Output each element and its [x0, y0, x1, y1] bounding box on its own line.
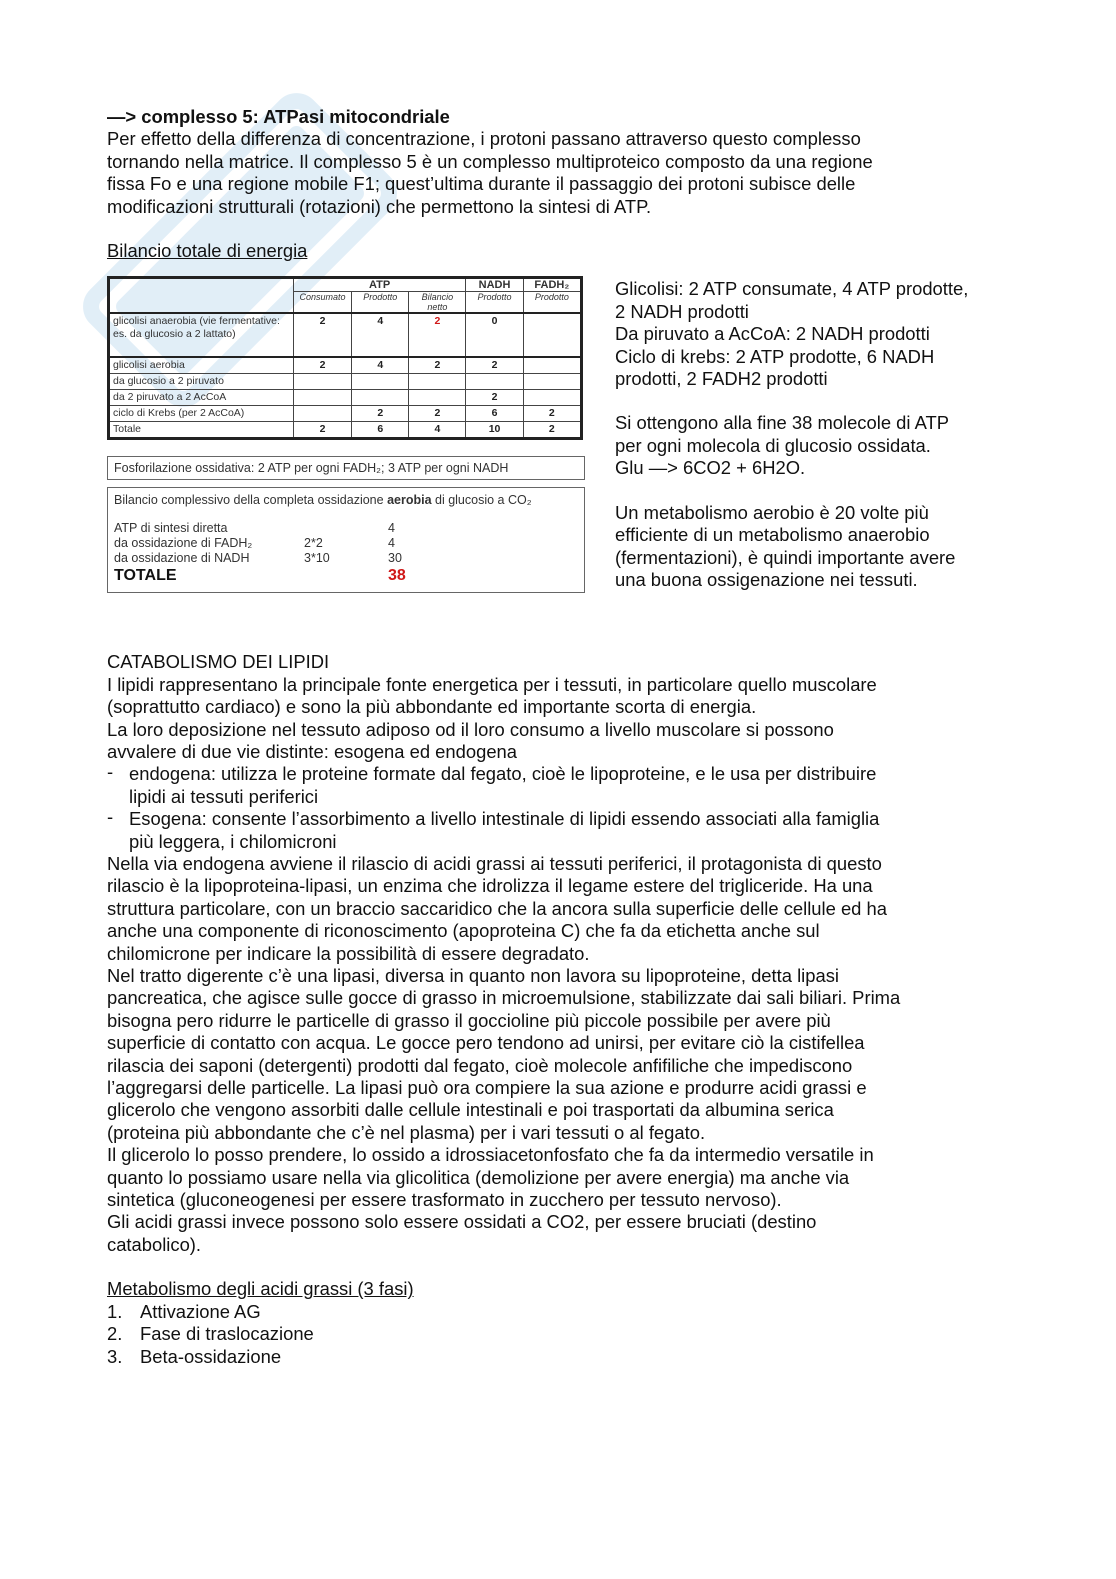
cell: 2: [293, 357, 351, 374]
list-item: [107, 1346, 1017, 1368]
text-line: Il glicerolo lo posso prendere, lo ossido a idrossiacetonfosfato che fa da intermedio versatile in: [107, 1144, 874, 1166]
text-line: Nel tratto digerente c’è una lipasi, diversa in quanto non lavora su lipoproteine, detta lipasi: [107, 965, 839, 986]
cell: 2: [409, 357, 466, 374]
subheader: Prodotto: [352, 292, 409, 314]
group-header-nadh: NADH: [466, 278, 523, 292]
list-text: Beta-ossidazione: [140, 1345, 282, 1367]
bilancio-title: Bilancio totale di energia: [107, 240, 308, 262]
cell: 4: [352, 313, 409, 357]
total-value: 38: [388, 567, 406, 585]
cell: [523, 313, 581, 357]
cell: [409, 390, 466, 406]
side-block: [615, 412, 1017, 479]
side-block: [615, 278, 1017, 390]
text-line: I lipidi rappresentano la principale fonte energetica per i tessuti, in particolare quello muscolare: [107, 673, 877, 695]
text-line: Per effetto della differenza di concentrazione, i protoni passano attraverso questo complesso: [107, 128, 861, 150]
subheader: Bilancio netto: [409, 292, 466, 314]
cell: 2: [352, 406, 409, 422]
subheader: Prodotto: [466, 292, 523, 314]
cell: [352, 390, 409, 406]
text-line: lipidi ai tessuti periferici: [129, 785, 319, 807]
subheader: Consumato: [293, 292, 351, 314]
cell: 2: [293, 313, 351, 357]
row-label: da glucosio a 2 piruvato: [109, 374, 294, 390]
cell: 10: [466, 422, 523, 439]
bilancio-box: [107, 487, 585, 593]
lipidi-title: CATABOLISMO DEI LIPIDI: [107, 651, 330, 673]
text-line: 2 NADH prodotti: [615, 300, 749, 322]
bilancio-calc: [304, 521, 388, 536]
group-header-atp: ATP: [293, 278, 466, 292]
side-notes: [615, 278, 1017, 613]
text-line: superficie di contatto con acqua. Le gocce pero tendono ad unirsi, per evitare ciò la cistifellea: [107, 1032, 865, 1054]
table-row-total: [109, 422, 582, 439]
cell: 2: [523, 406, 581, 422]
list-item: [107, 1301, 1017, 1323]
bilancio-box-title: [114, 493, 578, 507]
paragraph-atpasi: [107, 128, 1017, 218]
list-number: 2.: [107, 1323, 123, 1345]
cell: [293, 374, 351, 390]
cell: 4: [409, 422, 466, 439]
text-line: glicerolo che vengono assorbiti dalle cellule intestinali e poi trasportati da albumina serica: [107, 1099, 834, 1121]
text-line: fissa Fo e una regione mobile F1; quest’ultima durante il passaggio dei protoni subisce delle: [107, 173, 856, 195]
row-label: glicolisi aerobia: [109, 357, 294, 374]
table-row: [109, 406, 582, 422]
section-heading: —> complesso 5: ATPasi mitocondriale: [107, 106, 450, 127]
text-line: Si ottengono alla fine 38 molecole di ATP: [615, 412, 949, 434]
text-line: avvalere di due vie distinte: esogena ed endogena: [107, 740, 518, 762]
list-text: Attivazione AG: [140, 1300, 261, 1322]
text-line: anche una componente di riconoscimento (apoproteina C) che fa da etichetta anche sul: [107, 920, 820, 942]
cell: [523, 374, 581, 390]
cell: 2: [466, 357, 523, 374]
group-header-fadh2: FADH₂: [523, 278, 581, 292]
cell: [293, 390, 351, 406]
row-label: ciclo di Krebs (per 2 AcCoA): [109, 406, 294, 422]
text-line: struttura particolare, con un braccio saccaridico che la ancora sulla superficie delle cellule ed ha: [107, 897, 887, 919]
bilancio-label: da ossidazione di NADH: [114, 551, 250, 566]
text-line: Da piruvato a AcCoA: 2 NADH prodotti: [615, 323, 930, 345]
energy-balance-figure: [107, 276, 585, 593]
subheader: Prodotto: [523, 292, 581, 314]
title-part: di glucosio a CO₂: [431, 493, 532, 508]
text-line: Glu —> 6CO2 + 6H2O.: [615, 457, 806, 479]
text-line: Ciclo di krebs: 2 ATP prodotte, 6 NADH: [615, 345, 935, 367]
row-label: glicolisi anaerobia (vie fermentative: es. da glucosio a 2 lattato): [109, 313, 294, 357]
side-block: [615, 502, 1017, 592]
text-line: rilascia dei saponi (detergenti) prodotti dal fegato, cioè molecole anfifiliche che impediscono: [107, 1054, 853, 1076]
vie-list: [107, 763, 1017, 853]
list-number: 3.: [107, 1345, 123, 1367]
text-line: sintetica (gluconeogenesi per essere trasformato in zucchero per tessuto nervoso).: [107, 1189, 782, 1211]
text-line: quanto lo possiamo usare nella via glicolitica (demolizione per avere energia) ma anche via: [107, 1166, 850, 1188]
text-line: Un metabolismo aerobio è 20 volte più: [615, 501, 929, 523]
text-line: (proteina più abbondante che c’è nel plasma) per i vari tessuti o al fegato.: [107, 1121, 706, 1143]
cell: [466, 374, 523, 390]
text-line: Glicolisi: 2 ATP consumate, 4 ATP prodotte,: [615, 278, 969, 300]
cell: [352, 374, 409, 390]
text-line: endogena: utilizza le proteine formate dal fegato, cioè le lipoproteine, e le usa per distribuire: [129, 763, 877, 785]
table-row: [109, 313, 582, 357]
cell: 2: [293, 422, 351, 439]
cell: 6: [352, 422, 409, 439]
atp-table: [107, 276, 583, 440]
text-line: tornando nella matrice. Il complesso 5 è un complesso multiproteico composto da una regione: [107, 150, 873, 172]
total-label: TOTALE: [114, 567, 177, 585]
text-line: modificazioni strutturali (rotazioni) che permettono la sintesi di ATP.: [107, 195, 652, 217]
text-line: chilomicrone per indicare la possibilità di essere degradato.: [107, 942, 590, 964]
cell: [523, 390, 581, 406]
cell: [409, 374, 466, 390]
bilancio-value: 4: [388, 536, 395, 551]
text-line: prodotti, 2 FADH2 prodotti: [615, 368, 828, 390]
cell: 2: [409, 313, 466, 357]
cell: 0: [466, 313, 523, 357]
bilancio-total-row: [114, 566, 578, 586]
title-bold: aerobia: [387, 493, 432, 508]
list-number: 1.: [107, 1300, 123, 1322]
list-item: [107, 763, 1017, 808]
text-line: efficiente di un metabolismo anaerobio: [615, 524, 930, 546]
bilancio-row: [114, 551, 578, 566]
text-line: La loro deposizione nel tessuto adiposo od il loro consumo a livello muscolare si possono: [107, 718, 834, 740]
bilancio-row: [114, 521, 578, 536]
title-part: Bilancio complessivo della completa ossidazione: [114, 493, 388, 508]
list-text: Fase di traslocazione: [140, 1323, 314, 1345]
row-label: da 2 piruvato a 2 AcCoA: [109, 390, 294, 406]
bilancio-calc: 2*2: [304, 536, 323, 551]
text-line: Gli acidi grassi invece possono solo essere ossidati a CO2, per essere bruciati (destino: [107, 1211, 817, 1233]
text-line: rilascio è la lipoproteina-lipasi, un enzima che idrolizza il legame estere del trigliceride. Ha una: [107, 875, 873, 897]
cell: 2: [466, 390, 523, 406]
text-line: Esogena: consente l’assorbimento a livello intestinale di lipidi essendo associati alla famiglia: [129, 808, 880, 830]
text-line: pancreatica, che agisce sulle gocce di grasso in microemulsione, stabilizzate dai sali biliari. Prima: [107, 987, 901, 1009]
text-line: (soprattutto cardiaco) e sono la più abbondante ed importante scorta di energia.: [107, 696, 757, 718]
bilancio-label: ATP di sintesi diretta: [114, 521, 228, 536]
text-line: una buona ossigenazione nei tessuti.: [615, 568, 918, 590]
table-corner: [109, 278, 294, 314]
row-label: Totale: [109, 422, 294, 439]
cell: 4: [352, 357, 409, 374]
text-line: bisogna pero ridurre le particelle di grasso il goccioline più piccole possibile per avere più: [107, 1009, 831, 1031]
list-item: [107, 1323, 1017, 1345]
table-row: [109, 374, 582, 390]
text-line: (fermentazioni), è quindi importante avere: [615, 546, 956, 568]
fasi-list: [107, 1301, 1017, 1368]
list-item: [107, 808, 1017, 853]
bilancio-row: [114, 536, 578, 551]
cell: [293, 406, 351, 422]
cell: 2: [523, 422, 581, 439]
bilancio-value: 4: [388, 521, 395, 536]
text-line: l’aggregarsi delle particelle. La lipasi può ora compiere la sua azione e produrre acidi grassi e: [107, 1077, 867, 1099]
metabolismo-title: Metabolismo degli acidi grassi (3 fasi): [107, 1278, 414, 1300]
cell: 6: [466, 406, 523, 422]
table-row: [109, 357, 582, 374]
cell: 2: [409, 406, 466, 422]
bilancio-calc: 3*10: [304, 551, 330, 566]
bilancio-value: 30: [388, 551, 402, 566]
bilancio-label: da ossidazione di FADH₂: [114, 536, 253, 551]
cell: [523, 357, 581, 374]
text-line: Nella via endogena avviene il rilascio di acidi grassi ai tessuti periferici, il protagonista di questo: [107, 852, 882, 874]
fosforilazione-box: Fosforilazione ossidativa: 2 ATP per ogni FADH₂; 3 ATP per ogni NADH: [107, 456, 585, 480]
text-line: catabolico).: [107, 1233, 202, 1255]
text-line: più leggera, i chilomicroni: [129, 830, 337, 852]
text-line: per ogni molecola di glucosio ossidata.: [615, 434, 931, 456]
table-row: [109, 390, 582, 406]
